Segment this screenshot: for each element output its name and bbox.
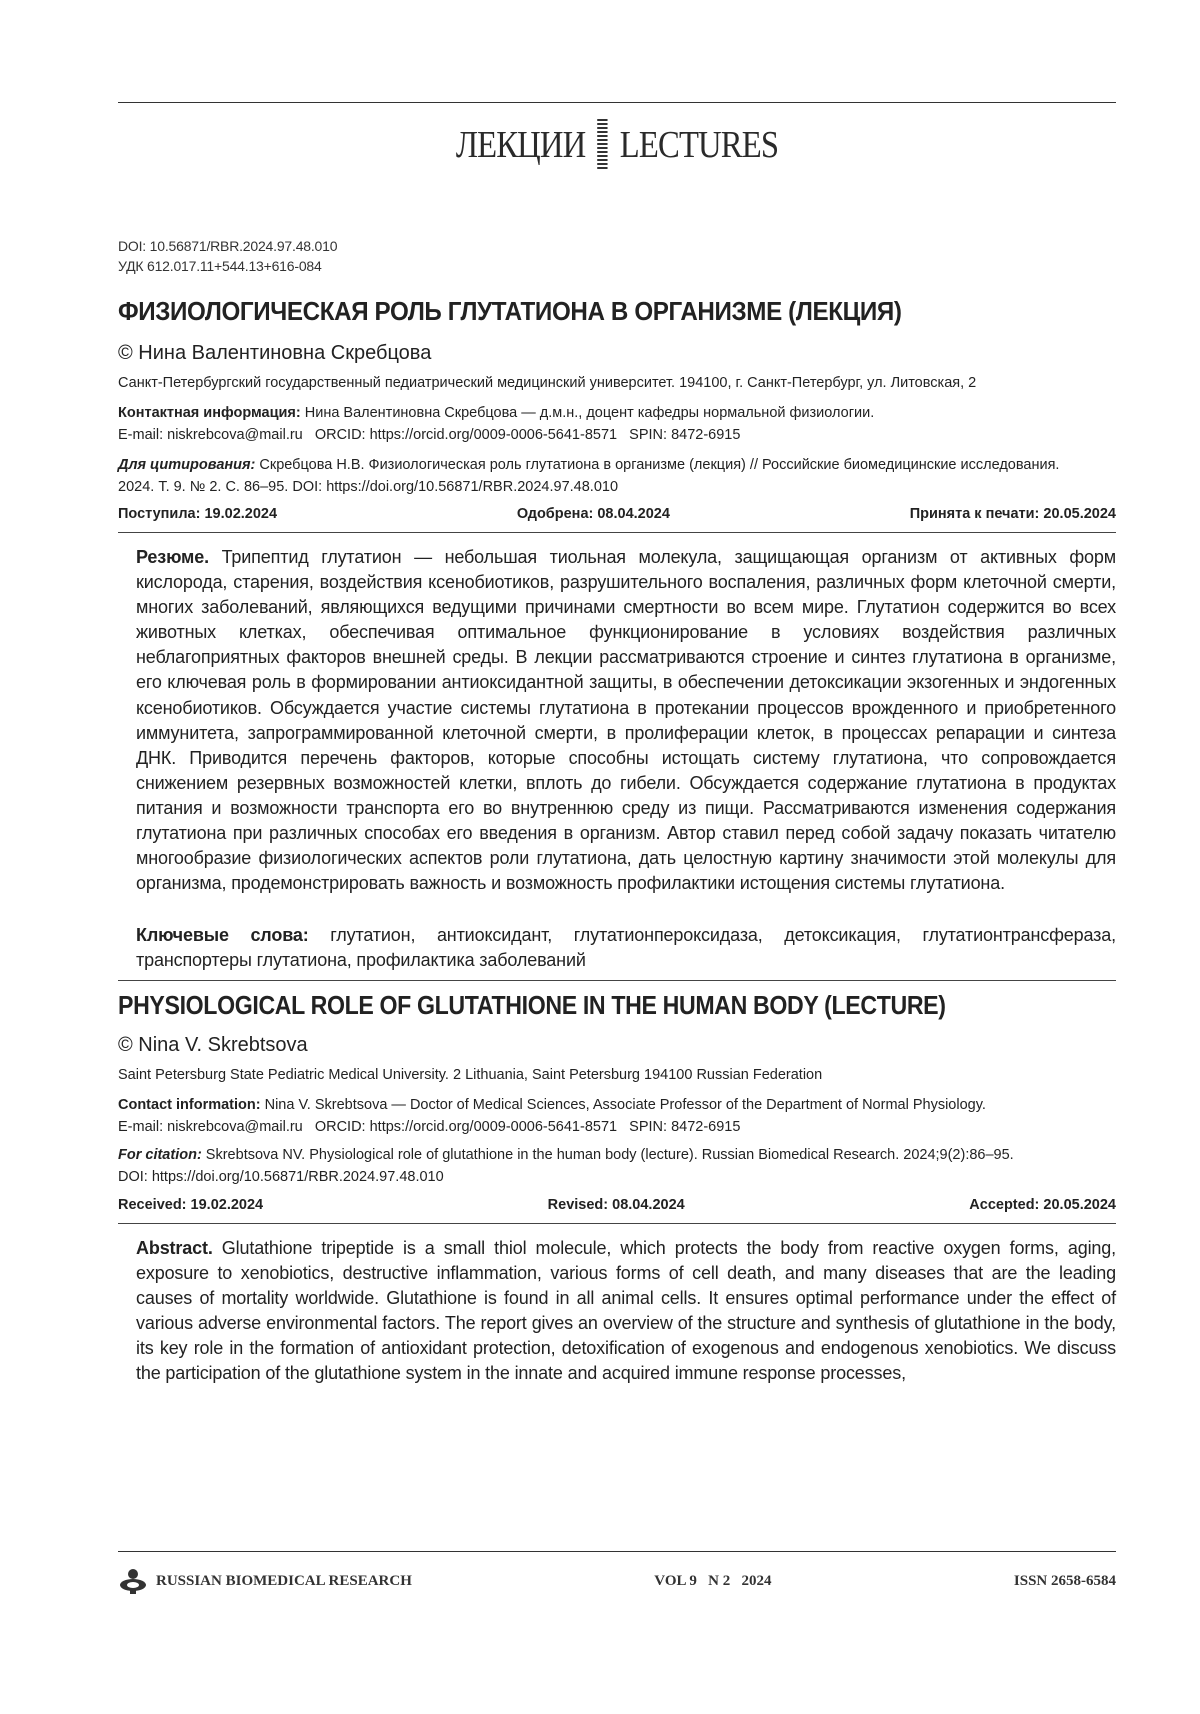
received-ru: Поступила: 19.02.2024: [118, 506, 278, 522]
contact-ru: [118, 402, 1118, 446]
author-en: © Nina V. Skrebtsova: [118, 1034, 308, 1056]
email-line-ru: E-mail: niskrebcova@mail.ru ORCID: https://orcid.org/0009-0006-5641-8571 SPIN: 8472-6915: [118, 427, 741, 443]
revised-en: Revised: 08.04.2024: [547, 1197, 685, 1213]
cite-text-ru-2: 2024. Т. 9. № 2. С. 86–95. DOI: https://doi.org/10.56871/RBR.2024.97.48.010: [118, 479, 619, 495]
dates-en: [118, 1197, 1116, 1213]
affiliation-en: Saint Petersburg State Pediatric Medical University. 2 Lithuania, Saint Petersburg 194100 Russian Federation: [118, 1067, 823, 1083]
accepted-ru: Принята к печати: 20.05.2024: [909, 506, 1116, 522]
title-en: PHYSIOLOGICAL ROLE OF GLUTATHIONE IN THE HUMAN BODY (LECTURE): [118, 990, 946, 1020]
keywords-ru: [136, 923, 1116, 973]
keywords-text-ru: глутатион, антиоксидант, глутатионпероксидаза, детоксикация, глутатионтрансфераза, транспортеры глутатиона, профилактика заболеваний: [136, 925, 1116, 971]
cite-text-en-1: Skrebtsova NV. Physiological role of glutathione in the human body (lecture). Russian Biomedical Research. 2024;9(2):86–95.: [201, 1147, 1014, 1163]
abstract-text-en: Glutathione tripeptide is a small thiol molecule, which protects the body from reactive oxygen forms, aging, exposure to xenobiotics, destructive inflammation, various forms of cell death, and many diseases that are the leading causes of mortality worldwide. Glutathione is found in all animal cells. It ensures optimal performance under the effect of various adverse environmental factors. The report gives an overview of the structure and synthesis of glutathione in the body, its key role in the formation of antioxidant protection, detoxification of exogenous and endogenous xenobiotics. We discuss the participation of the glutathione system in the innate and acquired immune response processes,: [136, 1238, 1116, 1384]
contact-text-ru: Нина Валентиновна Скребцова — д.м.н., доцент кафедры нормальной физиологии.: [300, 405, 875, 421]
issn: ISSN 2658-6584: [1013, 1572, 1116, 1589]
cite-text-en-2: DOI: https://doi.org/10.56871/RBR.2024.97.48.010: [118, 1169, 444, 1185]
citation-en: [118, 1144, 1118, 1188]
abstract-ru: [136, 545, 1116, 896]
cite-label-ru: Для цитирования:: [118, 457, 256, 473]
section-label-ru: ЛЕКЦИИ: [455, 124, 586, 166]
contact-en: [118, 1094, 1118, 1138]
abstract-en: [136, 1236, 1116, 1387]
revised-ru: Одобрена: 08.04.2024: [516, 506, 670, 522]
section-label-en: LECTURES: [619, 124, 779, 166]
page: [118, 0, 1116, 1714]
footer-journal: [118, 1568, 412, 1594]
cite-label-en: For citation:: [118, 1147, 202, 1163]
contact-text-en: Nina V. Skrebtsova — Doctor of Medical Sciences, Associate Professor of the Department of Normal Physiology.: [260, 1097, 986, 1113]
abstract-label-en: Abstract.: [136, 1238, 213, 1258]
abstract-text-ru: Трипептид глутатион — небольшая тиольная молекула, защищающая организм от активных форм кислорода, старения, воздействия ксенобиотиков, разрушительного воспаления, различных форм клеточной смерти, многих заболеваний, являющихся ведущими причинами смертности во всем мире. Глутатион содержится во всех животных клетках, обеспечивая оптимальное функционирование в условиях воздействия различных неблагоприятных факторов внешней среды. В лекции рассматриваются строение и синтез глутатиона в организме, его ключевая роль в формировании антиоксидантной защиты, в обеспечении детоксикации экзогенных и эндогенных ксенобиотиков. Обсуждается участие системы глутатиона в протекании процессов врожденного и приобретенного иммунитета, запрограммированной клеточной смерти, в пролиферации клеток, в процессах репарации и синтеза ДНК. Приводится перечень факторов, которые способны истощать систему глутатиона, что сопровождается снижением резервных возможностей клетки, вплоть до гибели. Обсуждается содержание глутатиона в продуктах питания и возможности транспорта его во внутреннюю среду из пищи. Рассматриваются изменения содержания глутатиона при различных способах его введения в организм. Автор ставил перед собой задачу показать читателю многообразие физиологических аспектов роли глутатиона, дать целостную картину значимости этой молекулы для организма, продемонстрировать важность и возможность профилактики истощения системы глутатиона.: [136, 547, 1116, 894]
citation-ru: [118, 454, 1118, 498]
accepted-en: Accepted: 20.05.2024: [969, 1197, 1116, 1213]
footer-rule: [118, 1551, 1116, 1552]
header-rule: [118, 102, 1116, 103]
abstract-rule-top-en: [118, 1223, 1116, 1224]
affiliation-ru: Санкт-Петербургский государственный педиатрический медицинский университет. 194100, г. Санкт-Петербург, ул. Литовская, 2: [118, 375, 977, 391]
dates-ru: [118, 506, 1116, 522]
title-ru: ФИЗИОЛОГИЧЕСКАЯ РОЛЬ ГЛУТАТИОНА В ОРГАНИЗМЕ (ЛЕКЦИЯ): [118, 296, 902, 326]
udk: УДК 612.017.11+544.13+616-084: [118, 258, 322, 274]
journal-name: RUSSIAN BIOMEDICAL RESEARCH: [156, 1572, 412, 1589]
received-en: Received: 19.02.2024: [118, 1197, 264, 1213]
doi: DOI: 10.56871/RBR.2024.97.48.010: [118, 238, 338, 254]
journal-logo-icon: [118, 1568, 148, 1594]
footer: [118, 1566, 1116, 1596]
abstract-rule-bottom-ru: [118, 980, 1116, 981]
cite-text-ru-1: Скребцова Н.В. Физиологическая роль глутатиона в организме (лекция) // Российские биомедицинские исследования.: [255, 457, 1060, 473]
keywords-label-ru: Ключевые слова:: [136, 925, 309, 945]
author-ru: © Нина Валентиновна Скребцова: [118, 342, 432, 364]
email-line-en: E-mail: niskrebcova@mail.ru ORCID: https://orcid.org/0009-0006-5641-8571 SPIN: 8472-6915: [118, 1119, 741, 1135]
contact-label-en: Contact information:: [118, 1097, 261, 1113]
abstract-label-ru: Резюме.: [136, 547, 209, 567]
abstract-rule-top-ru: [118, 532, 1116, 533]
issue-info: VOL 9 N 2 2024: [654, 1572, 772, 1589]
running-header: [188, 120, 1046, 170]
contact-label-ru: Контактная информация:: [118, 405, 301, 421]
header-separator: [597, 119, 607, 171]
